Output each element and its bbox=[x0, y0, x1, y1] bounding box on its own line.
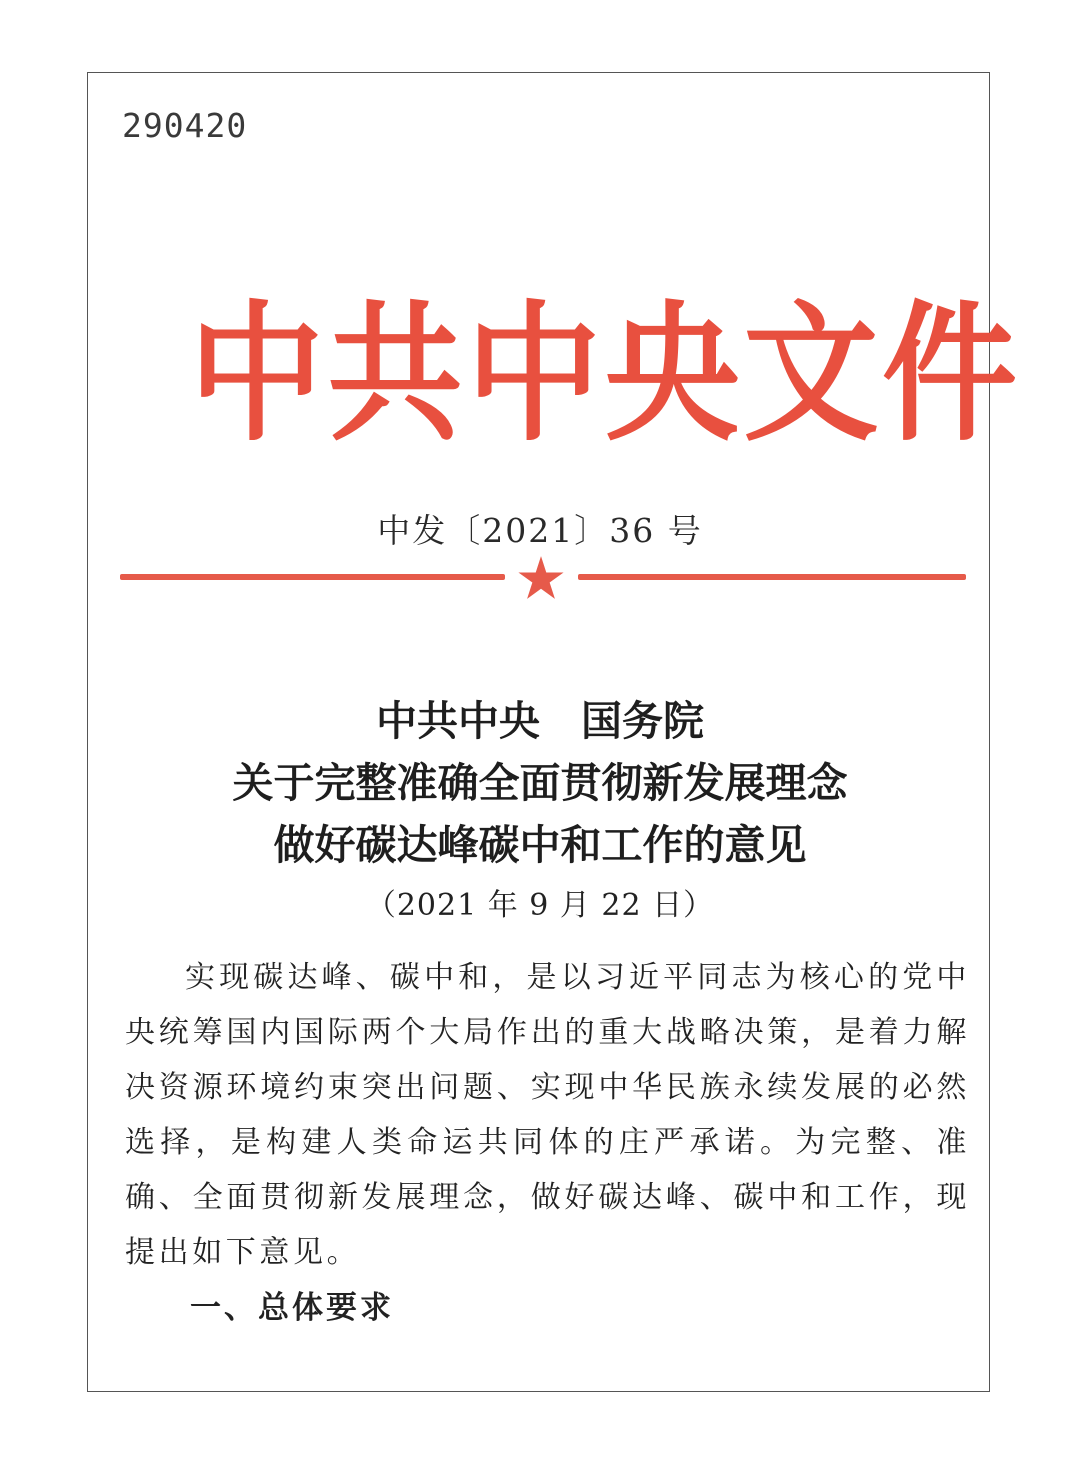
title-line-issuers: 中共中央 国务院 bbox=[376, 697, 704, 745]
document-title bbox=[0, 690, 1080, 876]
masthead-title: 中共中央文件 bbox=[189, 288, 1021, 462]
document-serial-number: 290420 bbox=[122, 106, 248, 145]
red-rule-right bbox=[578, 574, 966, 580]
body-paragraph: 实现碳达峰、碳中和，是以习近平同志为核心的党中央统筹国内国际两个大局作出的重大战略决策，是着力解决资源环境约束突出问题、实现中华民族永续发展的必然选择，是构建人类命运共同体的庄严承诺。为完整、准确、全面贯彻新发展理念，做好碳达峰、碳中和工作，现提出如下意见。 bbox=[125, 960, 970, 1270]
red-star-icon bbox=[517, 555, 565, 601]
document-date: （2021 年 9 月 22 日） bbox=[365, 888, 715, 923]
title-line-subject: 关于完整准确全面贯彻新发展理念 bbox=[232, 759, 848, 807]
red-rule-left bbox=[120, 574, 505, 580]
title-line-subject-2: 做好碳达峰碳中和工作的意见 bbox=[273, 821, 807, 869]
section-heading: 一、总体要求 bbox=[190, 1290, 394, 1326]
issue-number: 中发〔2021〕36 号 bbox=[377, 511, 703, 550]
